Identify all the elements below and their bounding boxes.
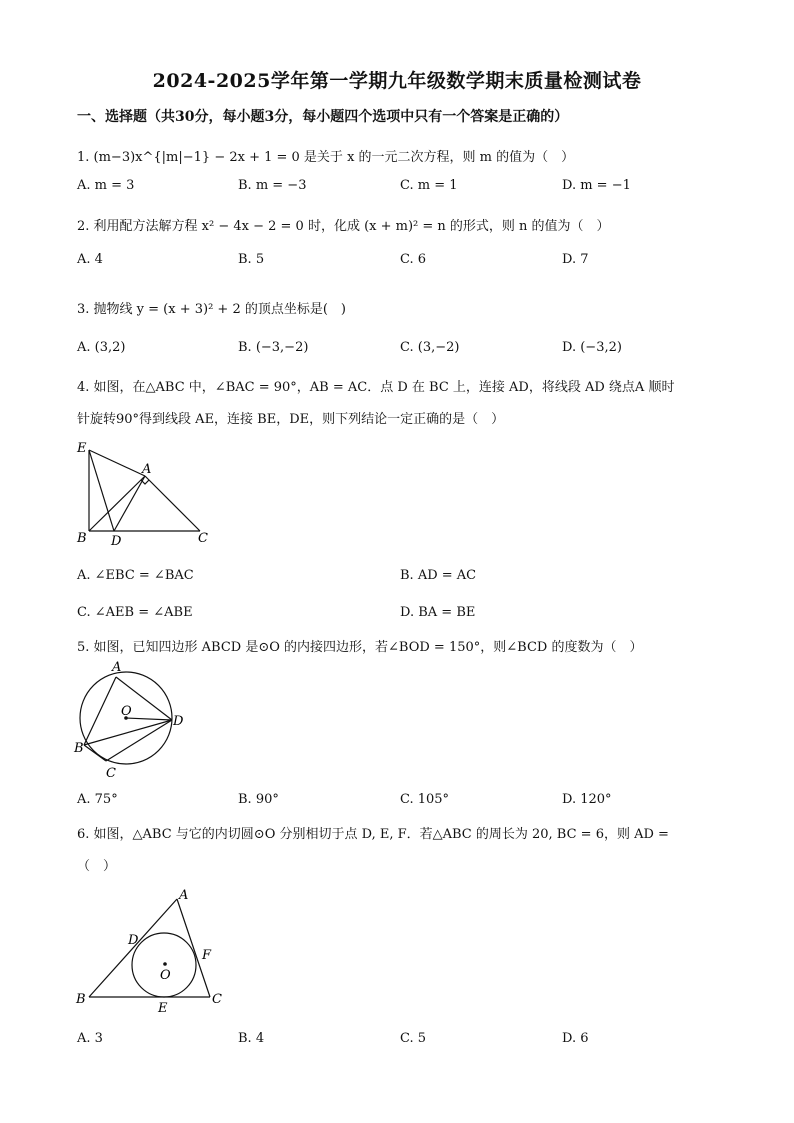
segment-od [126, 718, 172, 720]
question-4-figure [72, 436, 222, 548]
segment-cd [106, 720, 172, 761]
question-2-stem: 2. 利用配方法解方程 x² − 4x − 2 = 0 时，化成 (x + m)² = n 的形式，则 n 的值为（ ） [77, 219, 610, 234]
question-5-option-c: C. 105° [400, 792, 450, 807]
label-a: A [179, 888, 189, 903]
question-1-stem: 1. (m−3)x^{|m|−1} − 2x + 1 = 0 是关于 x 的一元二次方程，则 m 的值为（ ） [77, 150, 575, 165]
question-3-option-a: A. (3,2) [77, 340, 126, 355]
segment-ea [89, 450, 145, 476]
question-1-option-d: D. m = −1 [562, 178, 631, 193]
question-6-figure [72, 883, 232, 1015]
question-6-option-a: A. 3 [77, 1031, 103, 1046]
segment-bd [84, 720, 172, 745]
label-o: O [121, 704, 132, 719]
right-angle-mark [141, 480, 149, 484]
segment-ac [145, 476, 200, 531]
question-2-option-b: B. 5 [238, 252, 265, 267]
question-5-option-d: D. 120° [562, 792, 612, 807]
segment-bc [84, 745, 106, 761]
label-f: F [202, 948, 212, 963]
label-c: C [106, 766, 116, 781]
question-4-option-c: C. ∠AEB = ∠ABE [77, 605, 193, 620]
label-b: B [76, 992, 86, 1007]
label-c: C [212, 992, 222, 1007]
segment-ab [84, 677, 116, 745]
label-d: D [173, 714, 184, 729]
question-2-option-a: A. 4 [77, 252, 103, 267]
question-6-stem-line1: 6. 如图，△ABC 与它的内切圆⊙O 分别相切于点 D, E, F．若△ABC 的周长为 20, BC = 6，则 AD = [77, 827, 669, 842]
center-dot [163, 962, 167, 966]
question-4-stem-line2: 针旋转90°得到线段 AE，连接 BE，DE，则下列结论一定正确的是（ ） [77, 412, 505, 427]
question-2-option-d: D. 7 [562, 252, 589, 267]
question-6-stem-line2: （ ） [77, 859, 117, 874]
question-5-option-b: B. 90° [238, 792, 279, 807]
question-3-stem: 3. 抛物线 y = (x + 3)² + 2 的顶点坐标是( ) [77, 302, 346, 317]
question-5-figure [72, 660, 192, 782]
question-5-stem: 5. 如图，已知四边形 ABCD 是⊙O 的内接四边形，若∠BOD = 150°，则∠BCD 的度数为（ ） [77, 640, 643, 655]
question-6-option-b: B. 4 [238, 1031, 265, 1046]
question-1-option-b: B. m = −3 [238, 178, 307, 193]
label-a: A [142, 462, 152, 477]
question-5-option-a: A. 75° [77, 792, 118, 807]
question-2-option-c: C. 6 [400, 252, 427, 267]
question-3-option-d: D. (−3,2) [562, 340, 622, 355]
question-1-option-c: C. m = 1 [400, 178, 458, 193]
segment-ad [114, 476, 145, 531]
question-4-option-d: D. BA = BE [400, 605, 476, 620]
question-3-option-b: B. (−3,−2) [238, 340, 309, 355]
question-3-option-c: C. (3,−2) [400, 340, 460, 355]
segment-ba [89, 476, 145, 531]
label-e: E [158, 1001, 168, 1015]
label-e: E [77, 441, 87, 456]
label-b: B [77, 531, 87, 546]
question-4-option-b: B. AD = AC [400, 568, 477, 583]
label-a: A [112, 660, 122, 675]
label-b: B [74, 741, 84, 756]
question-6-option-d: D. 6 [562, 1031, 589, 1046]
section-heading: 一、选择题（共30分，每小题3分，每小题四个选项中只有一个答案是正确的） [77, 109, 569, 125]
question-1-option-a: A. m = 3 [77, 178, 135, 193]
question-6-option-c: C. 5 [400, 1031, 427, 1046]
question-4-option-a: A. ∠EBC = ∠BAC [77, 568, 194, 583]
label-d: D [111, 534, 122, 548]
label-d: D [128, 933, 139, 948]
label-o: O [160, 968, 171, 983]
page-title: 2024-2025学年第一学期九年级数学期末质量检测试卷 [152, 70, 642, 92]
question-4-stem-line1: 4. 如图，在△ABC 中，∠BAC = 90°，AB = AC．点 D 在 BC 上，连接 AD，将线段 AD 绕点A 顺时 [77, 380, 675, 395]
label-c: C [198, 531, 208, 546]
